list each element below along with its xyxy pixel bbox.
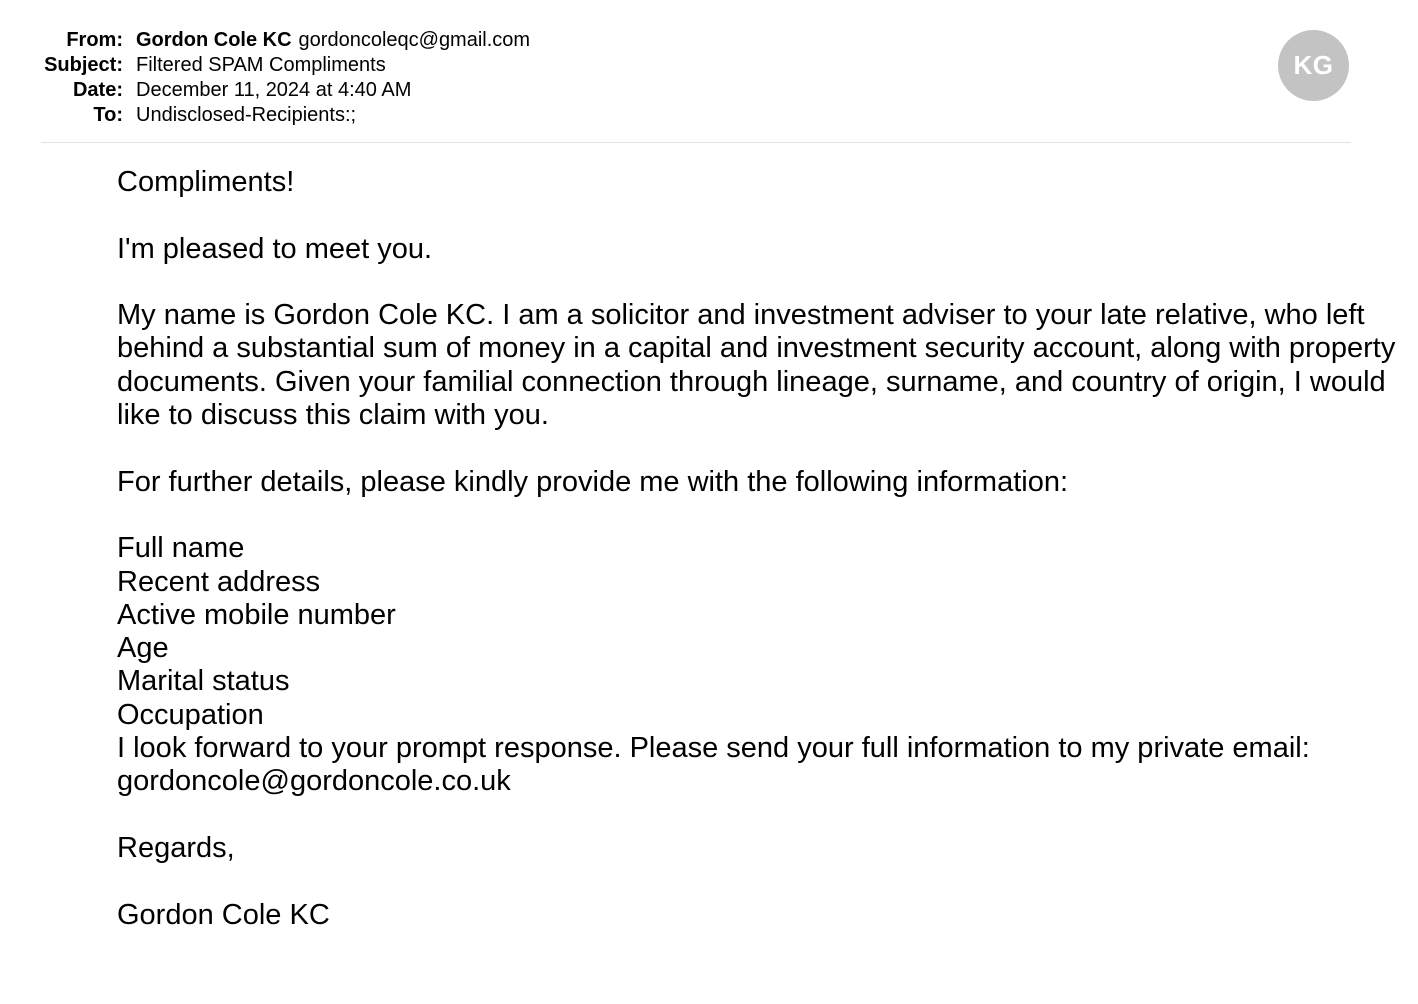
- from-value[interactable]: [136, 28, 530, 53]
- to-row: [0, 103, 1418, 128]
- avatar: KG: [1278, 30, 1349, 101]
- closing-line: I look forward to your prompt response. Please send your full information to my private email: gordoncole@gordoncole.co.uk: [117, 732, 1310, 798]
- spacer: [117, 199, 1407, 232]
- from-row: [0, 28, 1418, 53]
- list-item: Age: [117, 632, 169, 665]
- list-item: Marital status: [117, 665, 290, 698]
- header-divider: [41, 142, 1351, 143]
- sender-name[interactable]: Gordon Cole KC: [136, 29, 292, 51]
- list-item: Full name: [117, 532, 245, 565]
- signoff: Regards,: [117, 831, 235, 864]
- to-label: To:: [93, 104, 123, 126]
- date-value: December 11, 2024 at 4:40 AM: [136, 79, 412, 101]
- subject-value: Filtered SPAM Compliments: [136, 54, 386, 76]
- signature: Gordon Cole KC: [117, 898, 330, 931]
- spacer: [117, 266, 1407, 299]
- email-header: [0, 28, 1418, 128]
- subject-row: [0, 53, 1418, 78]
- to-value[interactable]: Undisclosed-Recipients:;: [136, 104, 357, 126]
- list-item: Occupation: [117, 698, 264, 731]
- subject-label: Subject:: [44, 54, 123, 76]
- intro-text: I'm pleased to meet you.: [117, 232, 433, 265]
- spacer: [117, 432, 1407, 465]
- spacer: [117, 865, 1407, 898]
- request-text: For further details, please kindly provide me with the following information:: [117, 465, 1069, 498]
- from-label: From:: [66, 29, 123, 51]
- list-item: Recent address: [117, 565, 321, 598]
- info-list: [117, 532, 1407, 732]
- sender-email[interactable]: gordoncoleqc@gmail.com: [298, 29, 531, 51]
- date-label: Date:: [72, 79, 123, 101]
- spacer: [117, 799, 1407, 832]
- date-row: [0, 78, 1418, 103]
- spacer: [117, 499, 1407, 532]
- body-paragraph: My name is Gordon Cole KC. I am a solicitor and investment adviser to your late relative, who left behind a substantial sum of money in a capital and investment security account, along with property documents. Given your familial connection through lineage, surname, and country of origin, I would like to discuss this claim with you.: [117, 299, 1396, 432]
- list-item: Active mobile number: [117, 598, 396, 631]
- email-body: [117, 166, 1407, 932]
- greeting: Compliments!: [117, 166, 295, 198]
